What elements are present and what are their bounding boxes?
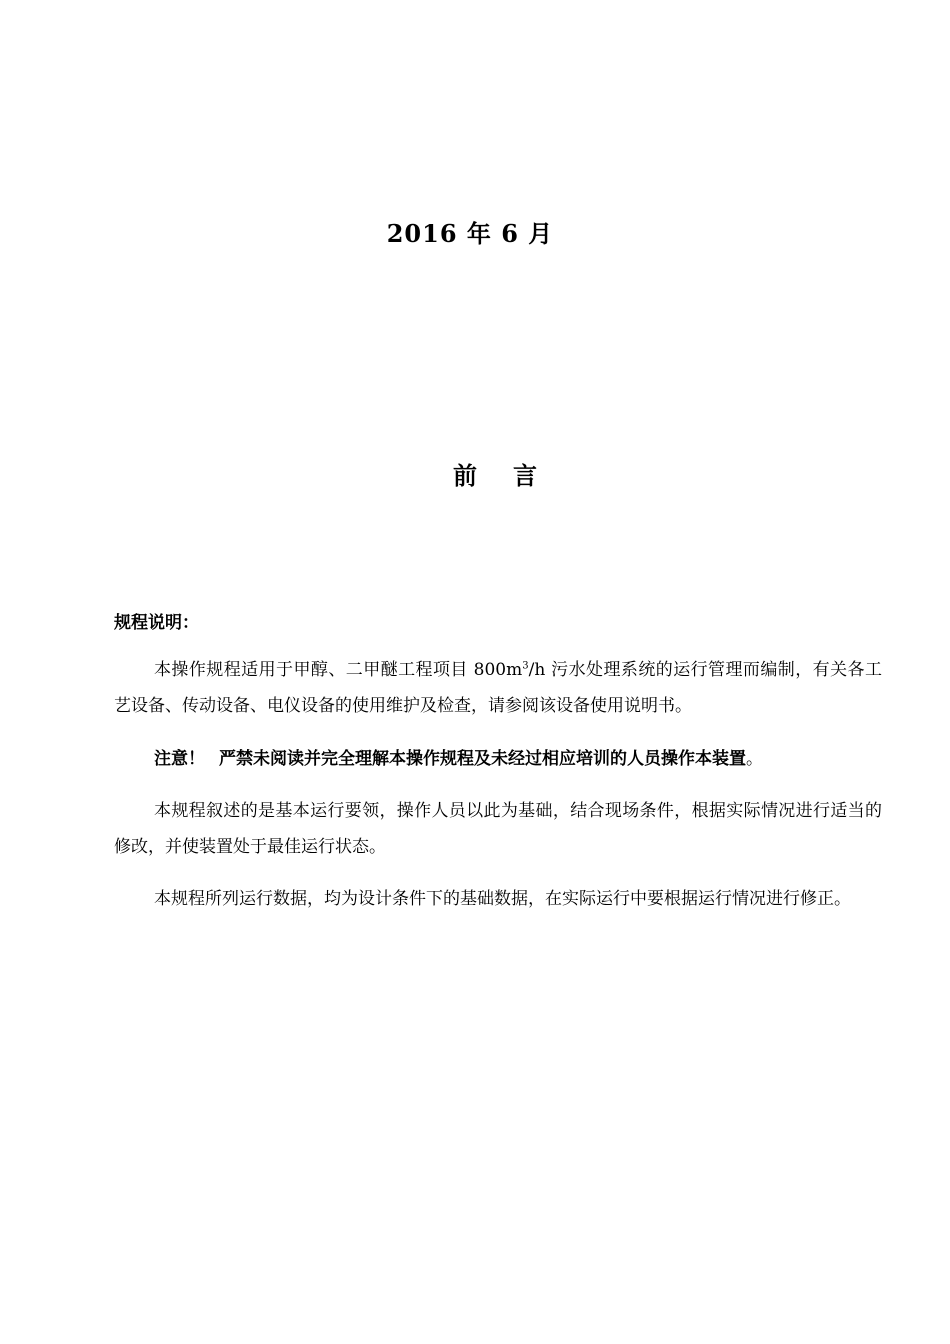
- rules-heading: 规程说明：: [114, 613, 199, 633]
- rules-warning: [114, 741, 882, 777]
- scope-text-before: 本操作规程适用于甲醇、二甲醚工程项目 800m: [154, 660, 523, 680]
- rules-paragraph-scope: [114, 652, 882, 724]
- scope-text-after: /h 污水处理系统的运行管理而编制，有关各工艺设备、传动设备、电仪设备的使用维护及检查，请参阅该设备使用说明书。: [114, 660, 882, 716]
- preface-title-left: 前: [453, 461, 477, 490]
- document-date: 2016 年 6 月: [386, 219, 554, 248]
- rules-paragraph-basics: 本规程叙述的是基本运行要领，操作人员以此为基础，结合现场条件，根据实际情况进行适当的修改，并使装置处于最佳运行状态。: [114, 801, 882, 857]
- rules-paragraph-data: 本规程所列运行数据，均为设计条件下的基础数据，在实际运行中要根据运行情况进行修正。: [154, 889, 851, 909]
- warning-text: 严禁未阅读并完全理解本操作规程及未经过相应培训的人员操作本装置: [219, 749, 746, 769]
- preface-title-right: 言: [513, 461, 537, 490]
- preface-title: [0, 456, 950, 491]
- unit-superscript: 3: [522, 660, 529, 672]
- warning-label: 注意！: [154, 749, 205, 769]
- warning-end: 。: [746, 749, 763, 769]
